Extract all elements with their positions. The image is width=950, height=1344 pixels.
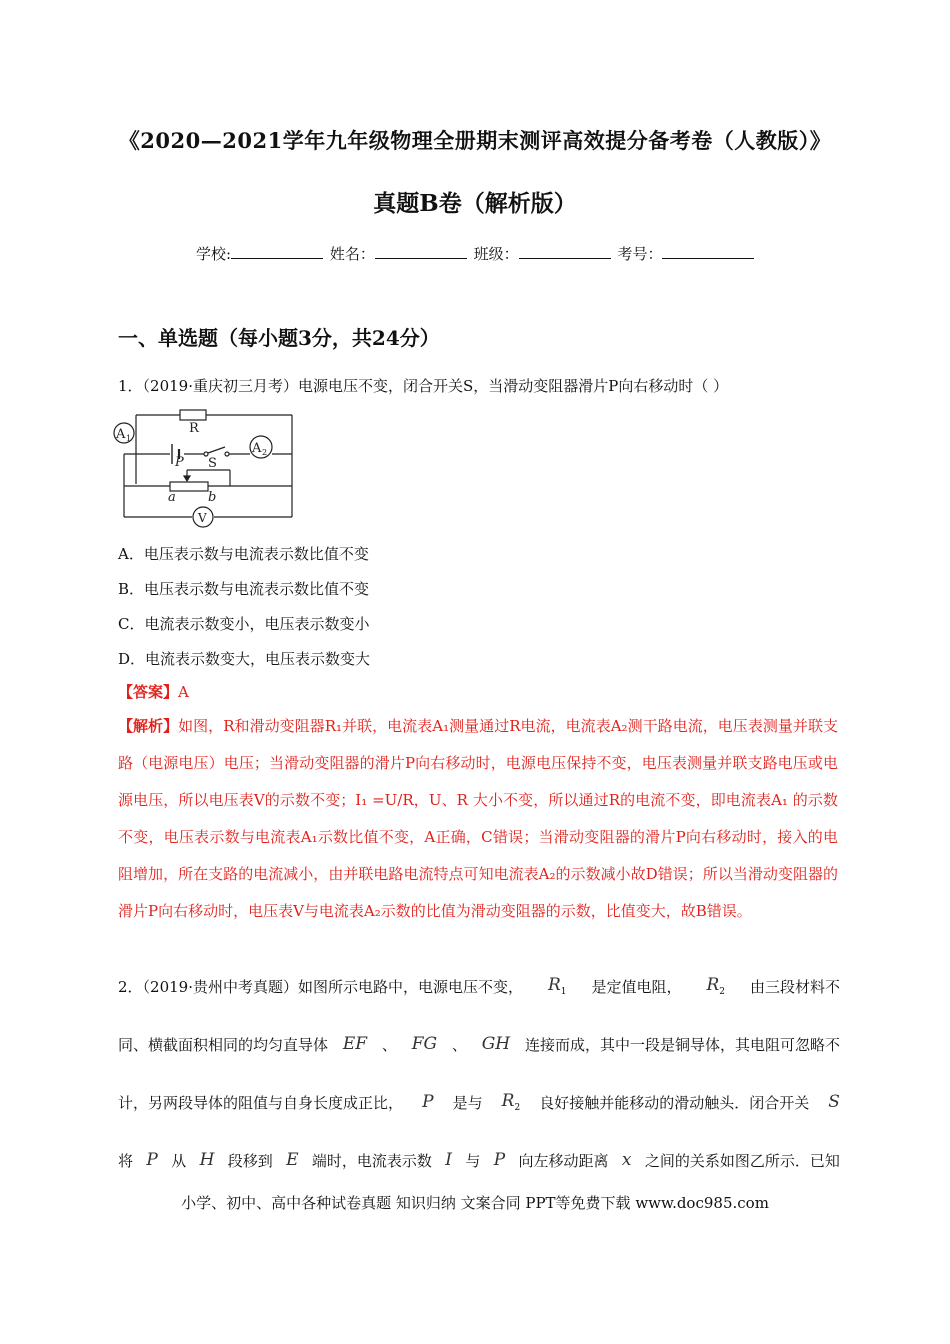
answer-tag: 【答案】 [118, 683, 179, 701]
school-blank[interactable] [231, 244, 323, 259]
exam-number-blank[interactable] [662, 244, 754, 259]
name-label: 姓名： [329, 245, 375, 263]
q2-line-3: 计，另两段导体的阻值与自身长度成正比， P 是与 $R_2$ 良好接触并能移动的滑动触头．闭合开关 S [118, 1091, 840, 1113]
document-subtitle: 真题B卷（解析版） [373, 190, 577, 217]
switch-contact-right [225, 452, 229, 456]
label-a1-sub: 1 [126, 434, 132, 443]
label-s: S [208, 456, 217, 471]
q2-line-4: 将 P 从 H 段移到 E 端时，电流表示数 I 与 P 向左移动距离 x 之间的关系如图乙所示．已知 [118, 1150, 840, 1170]
school-label: 学校: [196, 245, 232, 263]
q1-analysis [118, 708, 838, 930]
q2-line-2: 同、横截面积相同的均匀直导体 EF 、 FG 、 GH 连接而成，其中一段是铜导体，其电阻可忽略不 [118, 1034, 840, 1054]
q1-answer [118, 681, 189, 702]
page-footer: 小学、初中、高中各种试卷真题 知识归纳 文案合同 PPT等免费下载 www.doc985.com [181, 1194, 769, 1212]
switch-s [208, 447, 225, 453]
q1-option-d: D．电流表示数变大，电压表示数变大 [118, 650, 371, 668]
q1-stem: 1．（2019·重庆初三月考）电源电压不变，闭合开关S，当滑动变阻器滑片P向右移动时（ ） [118, 377, 729, 395]
q2-block [118, 957, 840, 1189]
exam-number-label: 考号： [617, 245, 663, 263]
q1-circuit-diagram [112, 404, 297, 529]
document-title: 《2020—2021学年九年级物理全册期末测评高效提分备考卷（人教版）》 [118, 128, 832, 153]
label-p: P [175, 455, 184, 470]
q1-option-c: C．电流表示数变小，电压表示数变小 [118, 615, 370, 633]
answer-value: A [178, 683, 189, 701]
analysis-text: 如图，R和滑动变阻器R₁并联，电流表A₁测量通过R电流，电流表A₂测干路电流，电压表测量并联支路（电源电压）电压；当滑动变阻器的滑片P向右移动时，电源电压保持不变，电压表测量并联支路电压或电源电压，所以电压表V的示数不变；I₁ =U/R，U、R 大小不变，所以通过R的电流不变，即电流表A₁ 的示数不变，电压表示数与电流表A₁示数比值不变，A正确，C错误；当滑动变阻器的滑片P向右移动时，接入的电阻增加，所在支路的电流减小，由并联电路电流特点可知电流表A₂的示数减小故D错误；所以当滑动变阻器的滑片P向右移动时，电压表V与电流表A₂示数的比值为滑动变阻器的示数，比值变大，故B错误。 [118, 717, 838, 920]
class-blank[interactable] [519, 244, 611, 259]
class-label: 班级： [473, 245, 519, 263]
q1-option-a: A．电压表示数与电流表示数比值不变 [118, 545, 369, 563]
label-a2-sub: 2 [262, 448, 268, 457]
label-a2: A [252, 441, 262, 456]
student-info-fields [196, 243, 756, 264]
q1-option-b: B．电压表示数与电流表示数比值不变 [118, 580, 370, 598]
section-heading: 一、单选题（每小题3分，共24分） [118, 326, 440, 350]
q2-line-1: 2．（2019·贵州中考真题）如图所示电路中，电源电压不变， $R_1$ 是定值电阻， $R_2$ 由三段材料不 [118, 975, 840, 997]
label-v: V [198, 511, 207, 525]
name-blank[interactable] [375, 244, 467, 259]
label-a1: A [116, 427, 126, 442]
label-r: R [189, 421, 199, 436]
analysis-tag: 【解析】 [118, 717, 179, 735]
label-b: b [208, 490, 217, 505]
resistor-r [180, 410, 206, 420]
label-a: a [168, 490, 176, 505]
